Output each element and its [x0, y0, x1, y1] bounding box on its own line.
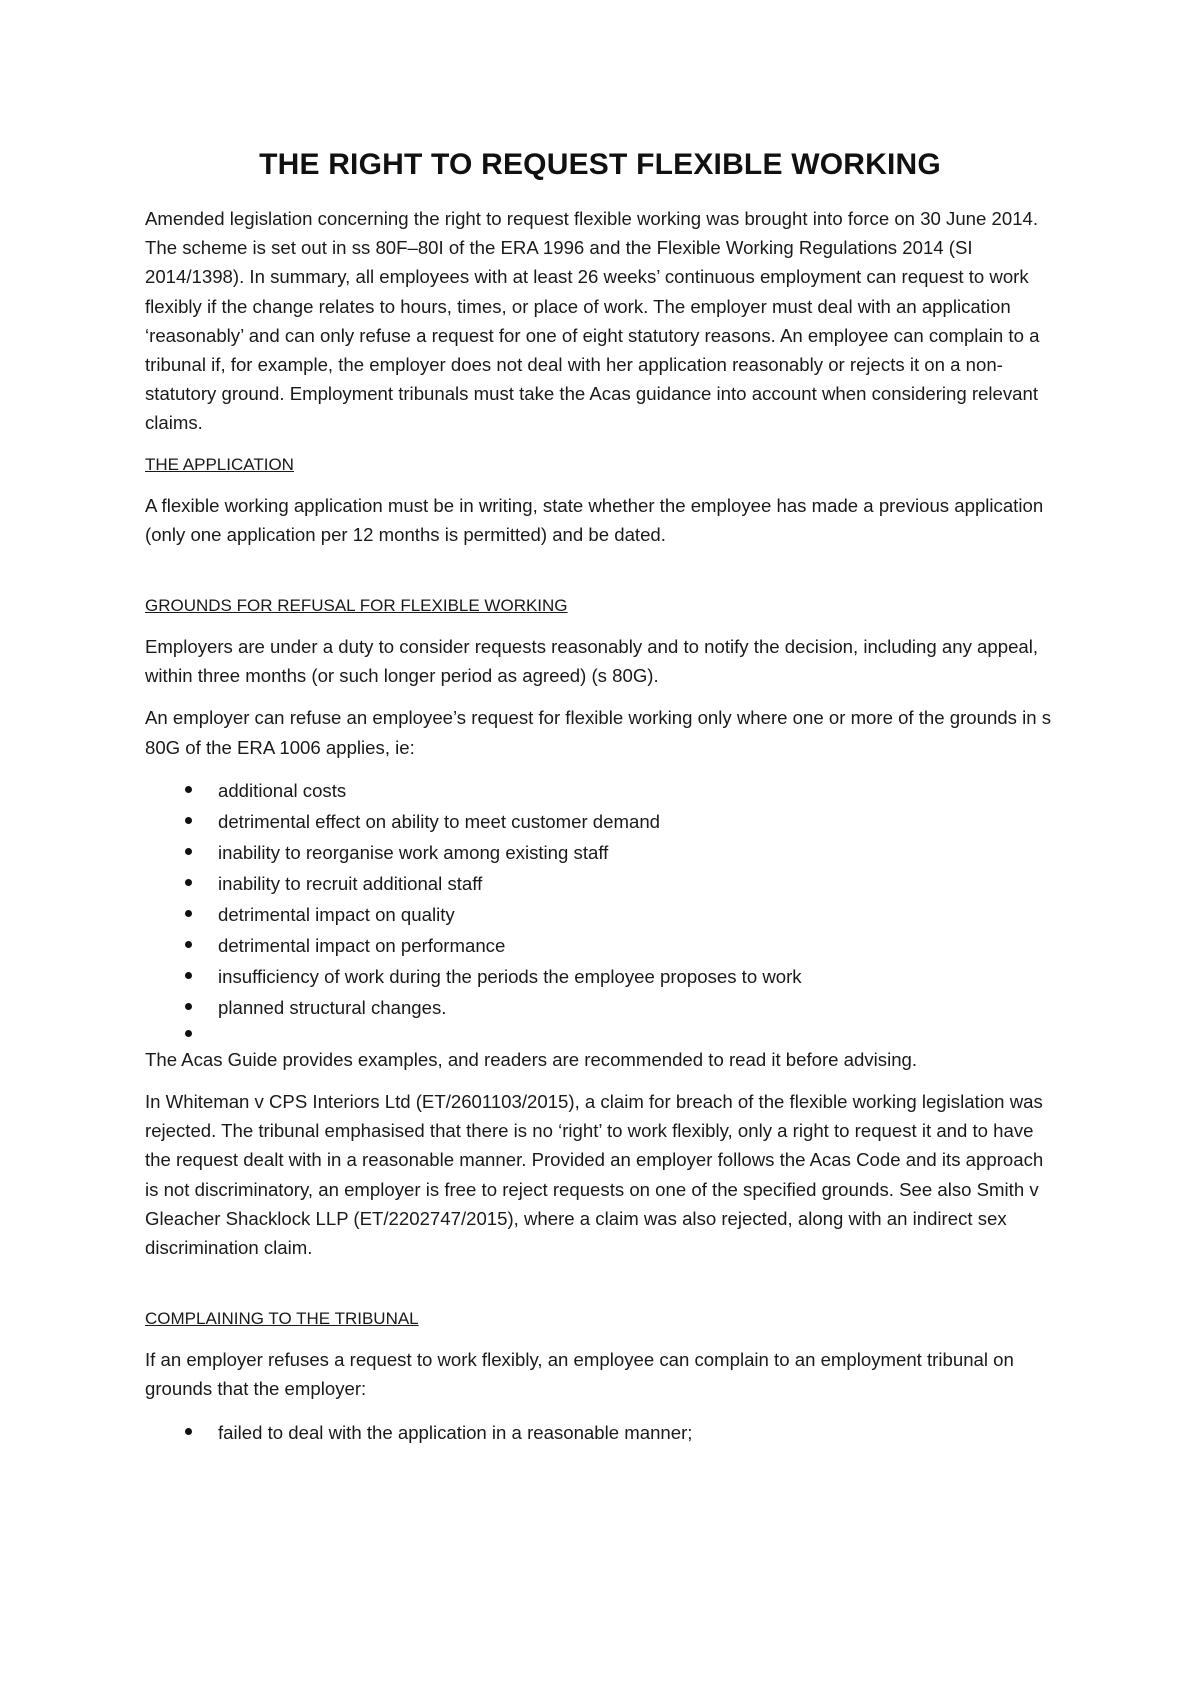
- bullet-icon: [185, 1003, 192, 1010]
- bullet-icon: [185, 817, 192, 824]
- list-item: [185, 837, 1055, 868]
- grounds-paragraph-refuse: An employer can refuse an employee’s request for flexible working only where one or more of the grounds in s 80G of the ERA 1006 applies, ie:: [145, 707, 1052, 758]
- document-title: THE RIGHT TO REQUEST FLEXIBLE WORKING: [259, 148, 941, 181]
- list-item: [185, 930, 1055, 961]
- list-item-text: detrimental impact on quality: [218, 903, 455, 925]
- list-item-text: detrimental impact on performance: [218, 934, 506, 956]
- spacer: [145, 1275, 1055, 1305]
- application-paragraph: A flexible working application must be in writing, state whether the employee has made a previous application (only one application per 12 months is permitted) and be dated.: [145, 494, 1044, 545]
- bullet-icon: [185, 848, 192, 855]
- list-item: [185, 868, 1055, 899]
- list-item: [185, 992, 1055, 1023]
- complaint-grounds-list: [145, 1417, 1055, 1448]
- list-item-text: inability to reorganise work among existing staff: [218, 841, 609, 863]
- grounds-paragraph-duty: Employers are under a duty to consider requests reasonably and to notify the decision, including any appeal, within three months (or such longer period as agreed) (s 80G).: [145, 636, 1039, 687]
- list-item-text: inability to recruit additional staff: [218, 872, 483, 894]
- case-law-paragraph: In Whiteman v CPS Interiors Ltd (ET/2601103/2015), a claim for breach of the flexible working legislation was rejected. The tribunal emphasised that there is no ‘right’ to work flexibly, only a right to request it and to have the request dealt with in a reasonable manner. Provided an employer follows the Acas Code and its approach is not discriminatory, an employer is free to reject requests on one of the specified grounds. See also Smith v Gleacher Shacklock LLP (ET/2202747/2015), where a claim was also rejected, along with an indirect sex discrimination claim.: [145, 1091, 1044, 1259]
- list-item: [185, 961, 1055, 992]
- list-item: [185, 806, 1055, 837]
- grounds-heading: GROUNDS FOR REFUSAL FOR FLEXIBLE WORKING: [145, 596, 568, 616]
- application-heading: THE APPLICATION: [145, 454, 294, 474]
- bullet-icon: [185, 910, 192, 917]
- list-item-text: failed to deal with the application in a reasonable manner;: [218, 1421, 693, 1443]
- list-item-text: detrimental effect on ability to meet customer demand: [218, 810, 661, 832]
- bullet-icon: [185, 1030, 192, 1037]
- document-page: [145, 148, 1055, 1448]
- list-item-empty: [185, 1023, 1055, 1045]
- list-item-text: additional costs: [218, 779, 347, 801]
- acas-guide-paragraph: The Acas Guide provides examples, and readers are recommended to read it before advising.: [145, 1048, 918, 1070]
- grounds-list: [145, 775, 1055, 1045]
- complaining-paragraph: If an employer refuses a request to work flexibly, an employee can complain to an employment tribunal on grounds that the employer:: [145, 1349, 1014, 1400]
- list-item-text: insufficiency of work during the periods the employee proposes to work: [218, 965, 802, 987]
- list-item: [185, 899, 1055, 930]
- list-item: [185, 1417, 1055, 1448]
- list-item: [185, 775, 1055, 806]
- bullet-icon: [185, 941, 192, 948]
- bullet-icon: [185, 1428, 192, 1435]
- bullet-icon: [185, 972, 192, 979]
- intro-paragraph: Amended legislation concerning the right to request flexible working was brought into force on 30 June 2014. The scheme is set out in ss 80F–80I of the ERA 1996 and the Flexible Working Regulations 2014 (SI 2014/1398). In summary, all employees with at least 26 weeks’ continuous employment can request to work flexibly if the change relates to hours, times, or place of work. The employer must deal with an application ‘reasonably’ and can only refuse a request for one of eight statutory reasons. An employee can complain to a tribunal if, for example, the employer does not deal with her application reasonably or rejects it on a non- statutory ground. Employment tribunals must take the Acas guidance into account when considering relevant claims.: [145, 208, 1040, 434]
- complaining-heading: COMPLAINING TO THE TRIBUNAL: [145, 1309, 419, 1329]
- spacer: [145, 562, 1055, 592]
- bullet-icon: [185, 879, 192, 886]
- list-item-text: planned structural changes.: [218, 996, 447, 1018]
- bullet-icon: [185, 786, 192, 793]
